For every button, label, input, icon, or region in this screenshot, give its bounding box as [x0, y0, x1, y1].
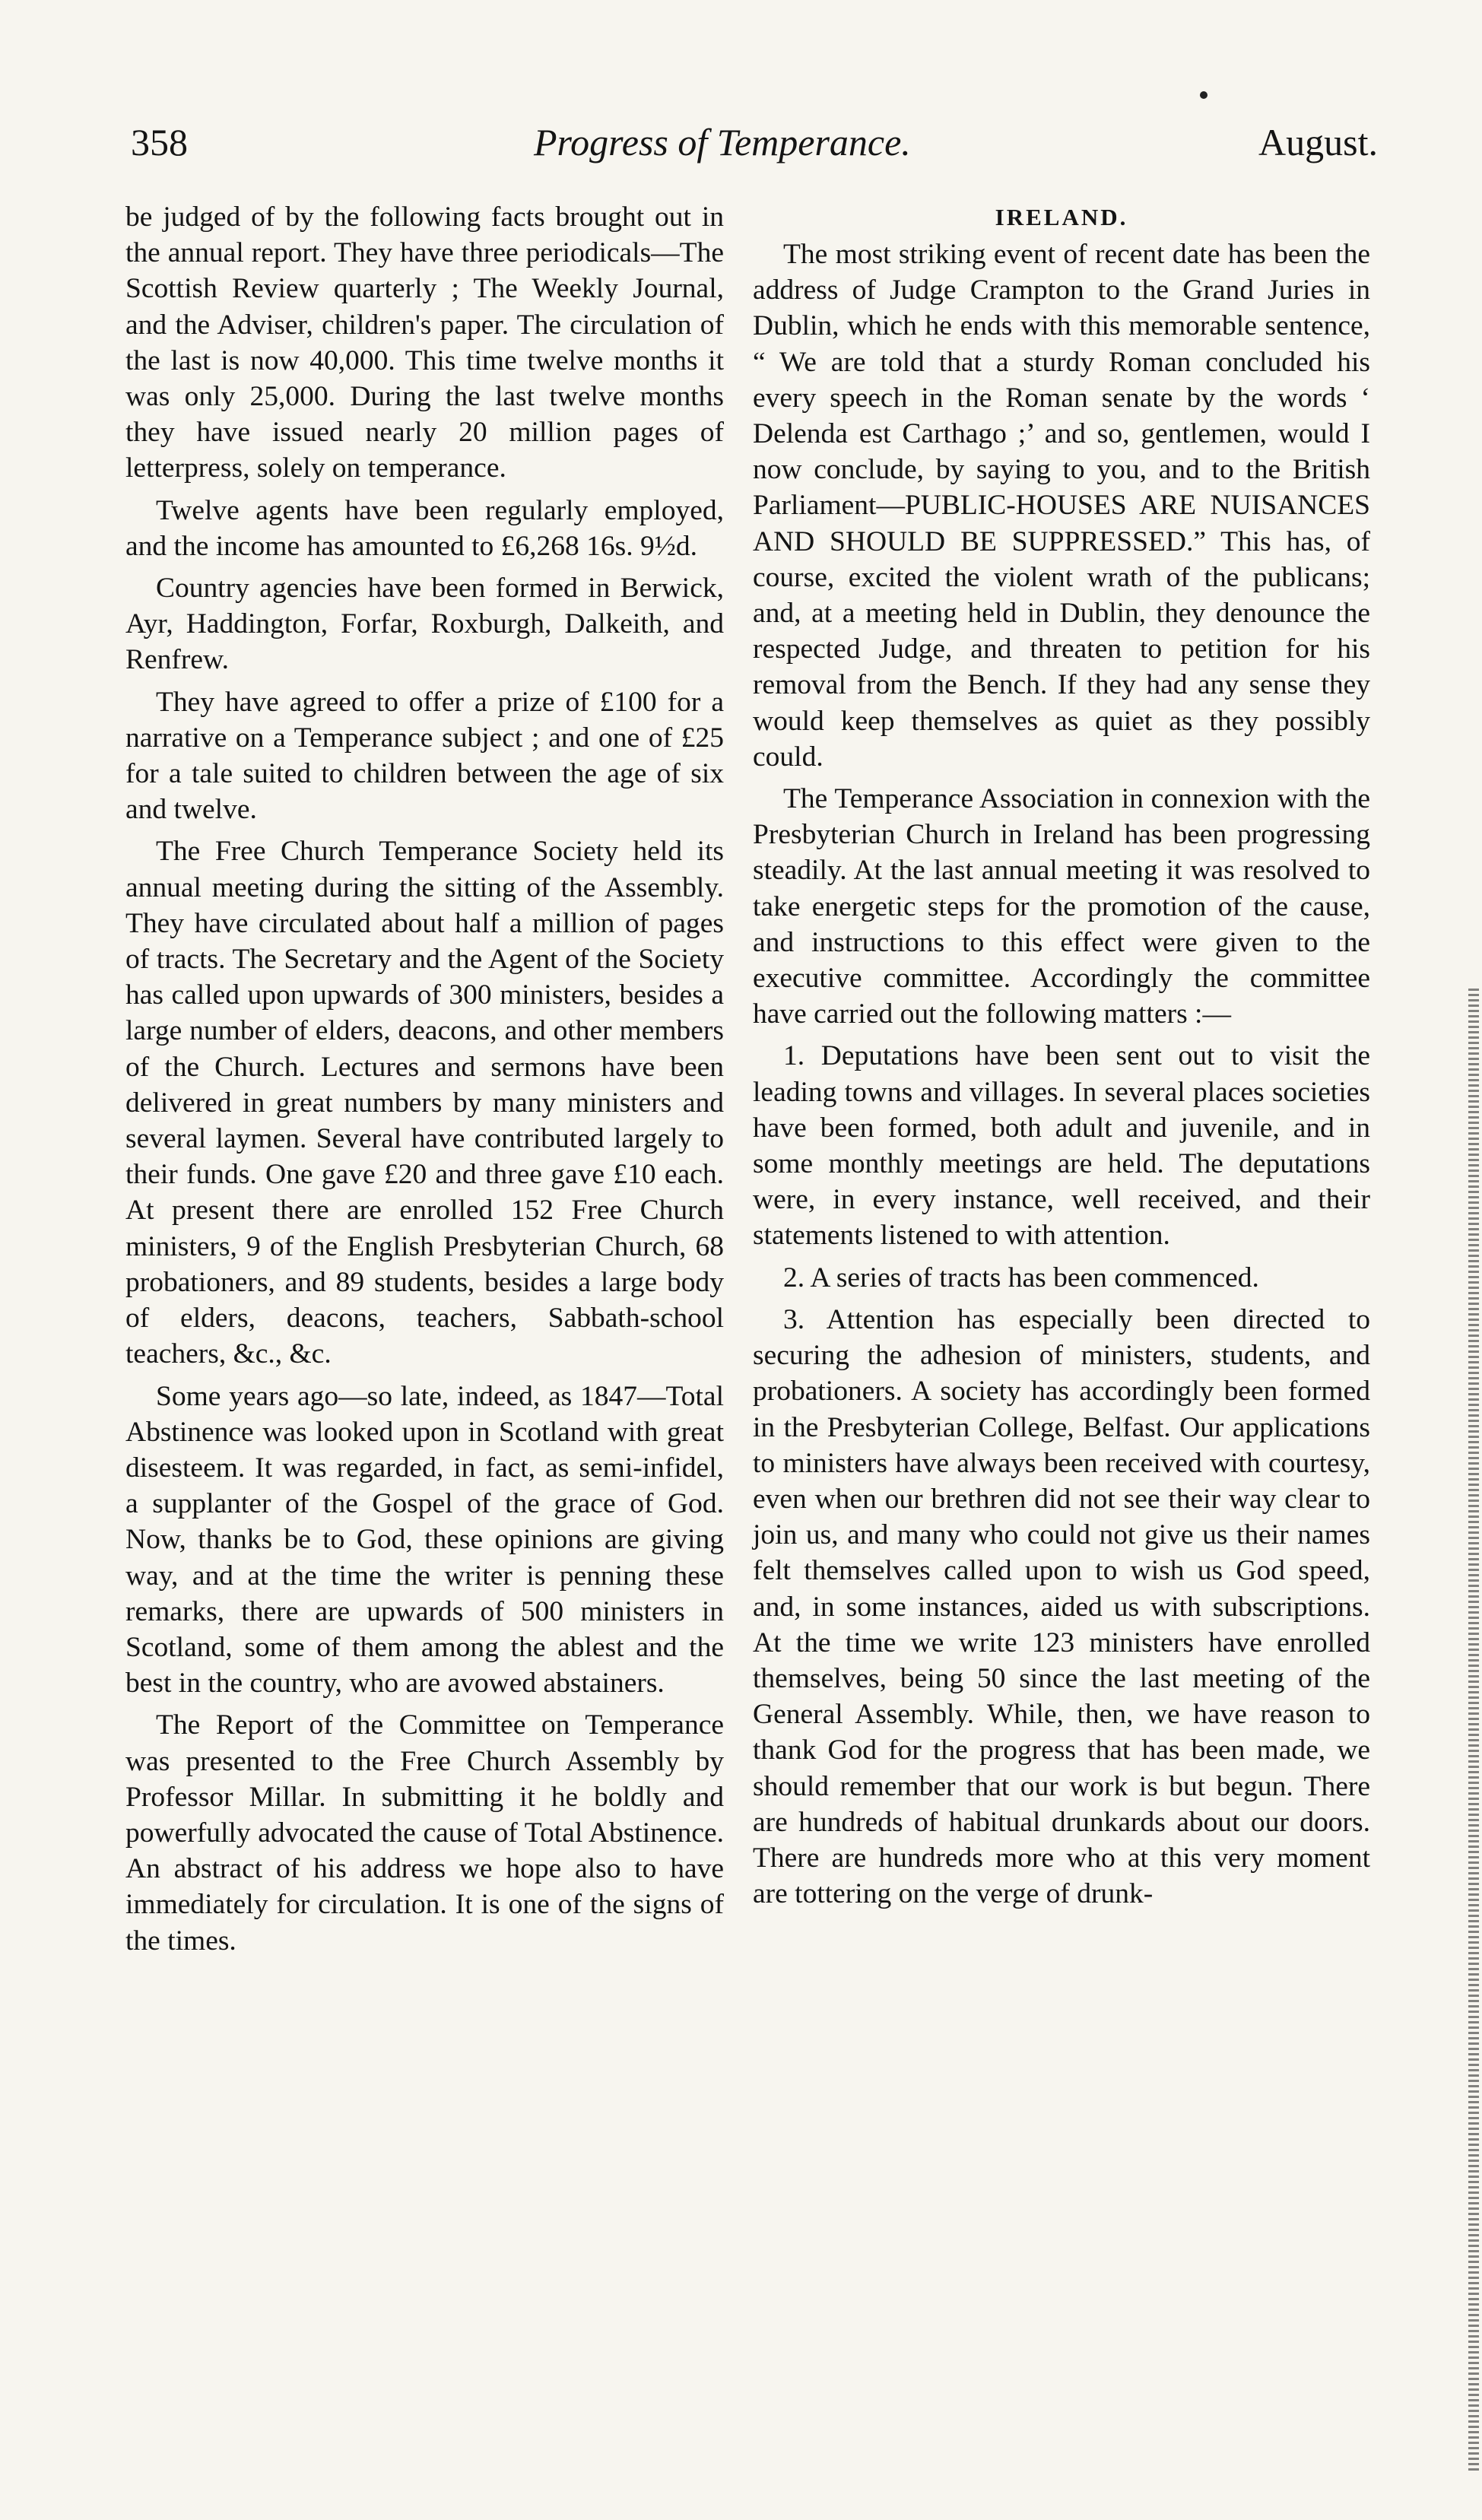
right-column	[753, 199, 1370, 1918]
page-edge-shadow	[1468, 989, 1479, 2471]
page-header	[131, 120, 1378, 173]
paragraph-abstinence-history: Some years ago—so late, indeed, as 1847—Total Abstinence was looked upon in Scotland with great disesteem. It was regarded, in fact, as semi-infidel, a supplanter of the Gospel of the grace of God. Now, thanks be to God, these opinions are giving way, and at the time the writer is penning these remarks, there are upwards of 500 ministers in Scotland, some of them among the ablest and the best in the country, who are avowed abstainers.	[125, 1380, 724, 1700]
paragraph-tracts: 2. A series of tracts has been commenced.	[783, 1262, 1259, 1293]
paragraph-agencies: Country agencies have been formed in Berwick, Ayr, Haddington, Forfar, Roxburgh, Dalkeith, and Renfrew.	[125, 573, 724, 676]
running-title: Progress of Temperance.	[534, 121, 911, 163]
ink-dot	[1200, 91, 1207, 99]
paragraph-agents: Twelve agents have been regularly employed, and the income has amounted to £6,268 16s. 9½d.	[125, 494, 724, 562]
section-heading-ireland: IRELAND.	[995, 204, 1128, 230]
paragraph-association: The Temperance Association in connexion with the Presbyterian Church in Ireland has been progressing steadily. At the last annual meeting it was resolved to take energetic steps for the promotion of the cause, and instructions to this effect were given to the executive committee. Accordingly the committee have carried out the following matters :—	[753, 783, 1370, 1030]
left-column	[125, 199, 724, 1965]
paragraph-ministers: 3. Attention has especially been directed to securing the adhesion of ministers, students, and probationers. A society has accordingly been formed in the Presbyterian College, Belfast. Our applications to ministers have always been received with courtesy, even when our brethren did not see their way clear to join us, and many who could not give us their names felt themselves called upon to wish us God speed, and, in some instances, aided us with subscriptions. At the time we write 123 ministers have enrolled themselves, being 50 since the last meeting of the General Assembly. While, then, we have reason to thank God for the progress that has been made, we should remember that our work is but begun. There are hundreds of habitual drunkards about our doors. There are hundreds more who at this very moment are tottering on the verge of drunk-	[753, 1303, 1370, 1910]
paragraph-committee-report: The Report of the Committee on Temperance was presented to the Free Church Assembly by Professor Millar. In submitting it he boldly and powerfully advocated the cause of Total Abstinence. An abstract of his address we hope also to have immediately for circulation. It is one of the signs of the times.	[125, 1709, 724, 1957]
paragraph-periodicals: be judged of by the following facts brought out in the annual report. They have three periodicals—The Scottish Review quarterly ; The Weekly Journal, and the Adviser, children's paper. The circulation of the last is now 40,000. This time twelve months it was only 25,000. During the last twelve months they have issued nearly 20 million pages of letterpress, solely on temperance.	[125, 202, 724, 484]
paragraph-deputations: 1. Deputations have been sent out to visit the leading towns and villages. In several places societies have been formed, both adult and juvenile, and in some monthly meetings are held. The deputations were, in every instance, well received, and their statements listened to with attention.	[753, 1040, 1370, 1252]
paragraph-prizes: They have agreed to offer a prize of £100 for a narrative on a Temperance subject ; and one of £25 for a tale suited to children between the age of six and twelve.	[125, 686, 724, 826]
paragraph-judge-crampton: The most striking event of recent date has been the address of Judge Crampton to the Grand Juries in Dublin, which he ends with this memorable sentence, “ We are told that a sturdy Roman concluded his every speech in the Roman senate by the words ‘ Delenda est Carthago ;’ and so, gentlemen, would I now conclude, by saying to you, and to the British Parliament—PUBLIC-HOUSES ARE NUISANCES AND SHOULD BE SUPPRESSED.” This has, of course, excited the violent wrath of the publicans; and, at a meeting held in Dublin, they denounce the respected Judge, and threaten to petition for his removal from the Bench. If they had any sense they would keep themselves as quiet as they possibly could.	[753, 239, 1370, 773]
page-number: 358	[131, 121, 188, 163]
header-month: August.	[1258, 121, 1378, 163]
paragraph-free-church-society: The Free Church Temperance Society held its annual meeting during the sitting of the Assembly. They have circulated about half a million of pages of tracts. The Secretary and the Agent of the Society has called upon upwards of 300 ministers, besides a large number of elders, deacons, and other members of the Church. Lectures and sermons have been delivered in great numbers by many ministers and several laymen. Several have contributed largely to their funds. One gave £20 and three gave £10 each. At present there are enrolled 152 Free Church ministers, 9 of the English Presbyterian Church, 68 probationers, and 89 students, besides a large body of elders, deacons, teachers, Sabbath-school teachers, &c., &c.	[125, 836, 724, 1370]
